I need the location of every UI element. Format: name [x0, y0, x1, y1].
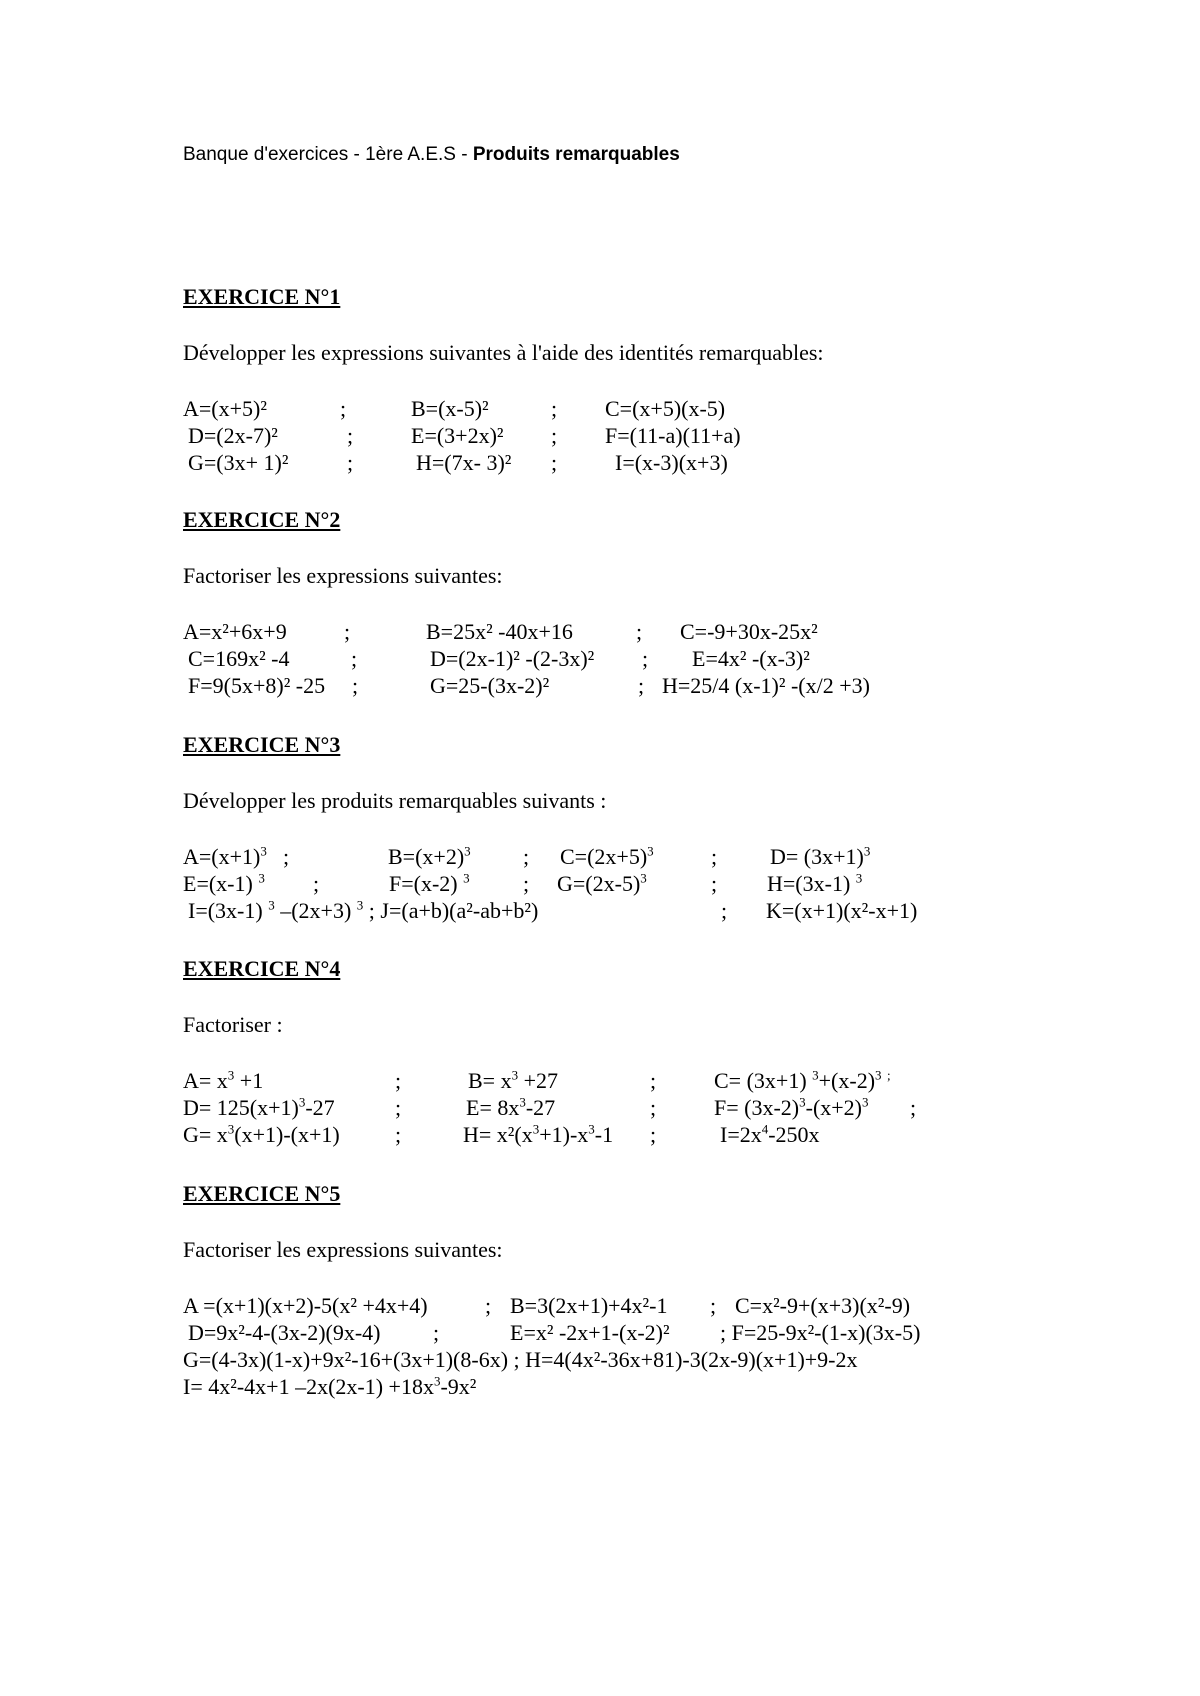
exercise-4-row-2 [183, 1095, 1183, 1122]
expr-d: D=(2x-7)² [188, 423, 278, 448]
separator: ; [395, 1122, 402, 1147]
separator: ; [551, 450, 558, 475]
expr-a: A =(x+1)(x+2)-5(x² +4x+4) [183, 1293, 428, 1318]
expr-b: $B= x^3 +27$ [468, 1067, 559, 1093]
expr-h: H=(7x- 3)² [416, 450, 512, 475]
expr-b: B=3(2x+1)+4x²-1 [510, 1293, 668, 1318]
separator: ; [523, 871, 530, 896]
separator: ; [650, 1068, 657, 1093]
expr-g: G=25-(3x-2)² [430, 673, 550, 698]
expr-h: $H= x^2(x^3+1)-x^3-1$ [463, 1121, 614, 1147]
separator: ; [910, 1095, 917, 1120]
exercise-3-title: EXERCICE N°3 [183, 732, 341, 757]
exercise-2 [183, 507, 870, 698]
expr-i: $I=2x^4-250x$ [720, 1121, 820, 1147]
exercise-5 [183, 1181, 921, 1399]
separator: ; [551, 423, 558, 448]
exercise-4-title: EXERCICE N°4 [183, 956, 341, 981]
expr-f: $F= (3x-2)^3-(x+2)^3$ [714, 1094, 869, 1120]
separator: ; [711, 844, 718, 869]
expr-f: ; F=25-9x²-(1-x)(3x-5) [720, 1320, 921, 1345]
exercise-2-instruction: Factoriser les expressions suivantes: [183, 563, 503, 588]
expr-f: F=9(5x+8)² -25 [188, 673, 326, 698]
exercise-3-row-2 [183, 871, 1183, 898]
separator: ; [433, 1320, 440, 1345]
separator: ; [340, 396, 347, 421]
expr-a: A=x²+6x+9 [183, 619, 287, 644]
header-prefix: Banque d'exercices - 1ère A.E.S - [183, 144, 473, 165]
separator: ; [642, 646, 649, 671]
separator: ; [395, 1095, 402, 1120]
expr-e: $E= 8x^3-27$ [466, 1094, 556, 1120]
exercise-5-row-3: G=(4-3x)(1-x)+9x²-16+(3x+1)(8-6x) ; H=4(4x²-36x+81)-3(2x-9)(x+1)+9-2x [183, 1347, 858, 1372]
separator: ; [721, 898, 728, 923]
expr-i-j: I=(3x-1) $^3$ –(2x+3) $^3$ ; J=(a+b)(a²-ab+b²) [188, 897, 539, 923]
separator: ; [313, 871, 320, 896]
expr-f: F=(11-a)(11+a) [605, 423, 741, 448]
expr-e: E=(3+2x)² [411, 423, 504, 448]
expr-c: C=x²-9+(x+3)(x²-9) [735, 1293, 911, 1318]
expr-k: K=(x+1)(x²-x+1) [766, 898, 918, 923]
expr-d: D=(2x-1)² -(2-3x)² [430, 646, 595, 671]
expr-a: $A=(x+1)^3$ [183, 843, 267, 869]
exercise-5-instruction: Factoriser les expressions suivantes: [183, 1237, 503, 1262]
separator: ; [523, 844, 530, 869]
exercise-4 [183, 956, 917, 1147]
expr-c-2: C=169x² -4 [188, 646, 290, 671]
exercise-5-row-1 [183, 1293, 1183, 1320]
expr-d: $D= (3x+1)^3$ [770, 843, 871, 869]
expr-e: E=x² -2x+1-(x-2)² [510, 1320, 670, 1345]
expr-e: E=(x-1) $^3$ [183, 870, 265, 896]
exercise-1-title: EXERCICE N°1 [183, 284, 341, 309]
exercise-1-row-1 [183, 396, 1183, 423]
expr-f: F=(x-2) $^3$ [389, 870, 470, 896]
exercise-2-row-3 [183, 673, 1183, 700]
expr-d: D=9x²-4-(3x-2)(9x-4) [188, 1320, 381, 1345]
expr-g: $G= x^3(x+1)-(x+1)$ [183, 1121, 340, 1147]
expr-h: H=25/4 (x-1)² -(x/2 +3) [662, 673, 870, 698]
separator: ; [351, 646, 358, 671]
expr-c: $C=(2x+5)^3$ [560, 843, 654, 869]
exercise-4-row-3 [183, 1122, 1183, 1149]
separator: ; [395, 1068, 402, 1093]
expr-c: C= (3x+1) $^3+(x-2)^3$ ; [714, 1067, 891, 1093]
separator: ; [650, 1122, 657, 1147]
expr-g: G=(3x+ 1)² [188, 450, 289, 475]
separator: ; [347, 423, 354, 448]
exercise-3-row-1 [183, 844, 1183, 871]
separator: ; [485, 1293, 492, 1318]
exercise-5-title: EXERCICE N°5 [183, 1181, 341, 1206]
expr-g: $G=(2x-5)^3$ [557, 870, 647, 896]
expr-c: C=(x+5)(x-5) [605, 396, 726, 421]
exercise-5-row-2 [183, 1320, 1183, 1347]
exercise-5-row-4: I= 4x²-4x+1 $-2x(2x-1) +18x^3-9x^2$ [183, 1373, 477, 1399]
separator: ; [711, 871, 718, 896]
expr-b: $B=(x+2)^3$ [388, 843, 471, 869]
header-topic: Produits remarquables [472, 144, 680, 165]
expr-b: B=25x² -40x+16 [426, 619, 573, 644]
separator: ; [347, 450, 354, 475]
exercise-1-row-2 [183, 423, 1183, 450]
separator: ; [344, 619, 351, 644]
exercise-2-row-1 [183, 619, 1183, 646]
expr-i: I=(x-3)(x+3) [615, 450, 728, 475]
expr-e: E=4x² -(x-3)² [692, 646, 810, 671]
exercise-3 [183, 732, 918, 923]
exercise-2-row-2 [183, 646, 1183, 673]
exercise-3-instruction: Développer les produits remarquables suivants : [183, 788, 607, 813]
separator: ; [551, 396, 558, 421]
exercise-1-instruction: Développer les expressions suivantes à l'aide des identités remarquables: [183, 340, 824, 365]
expr-a: A=(x+5)² [183, 396, 267, 421]
separator: ; [352, 673, 359, 698]
exercise-4-instruction: Factoriser : [183, 1012, 283, 1037]
exercise-2-title: EXERCICE N°2 [183, 507, 341, 532]
exercise-1 [183, 284, 824, 475]
separator: ; [650, 1095, 657, 1120]
expr-c: C=-9+30x-25x² [680, 619, 818, 644]
exercise-4-row-1 [183, 1068, 1183, 1095]
expr-b: B=(x-5)² [411, 396, 489, 421]
separator: ; [636, 619, 643, 644]
expr-a: $A= x^3 +1$ [183, 1067, 264, 1093]
separator: ; [638, 673, 645, 698]
exercise-1-row-3 [183, 450, 1183, 477]
expr-d: $D= 125(x+1)^3-27$ [183, 1094, 335, 1120]
separator: ; [283, 844, 290, 869]
expr-h: H=(3x-1) $^3$ [767, 870, 863, 896]
exercise-3-row-3 [183, 898, 1183, 925]
separator: ; [710, 1293, 717, 1318]
page-header [183, 144, 680, 166]
